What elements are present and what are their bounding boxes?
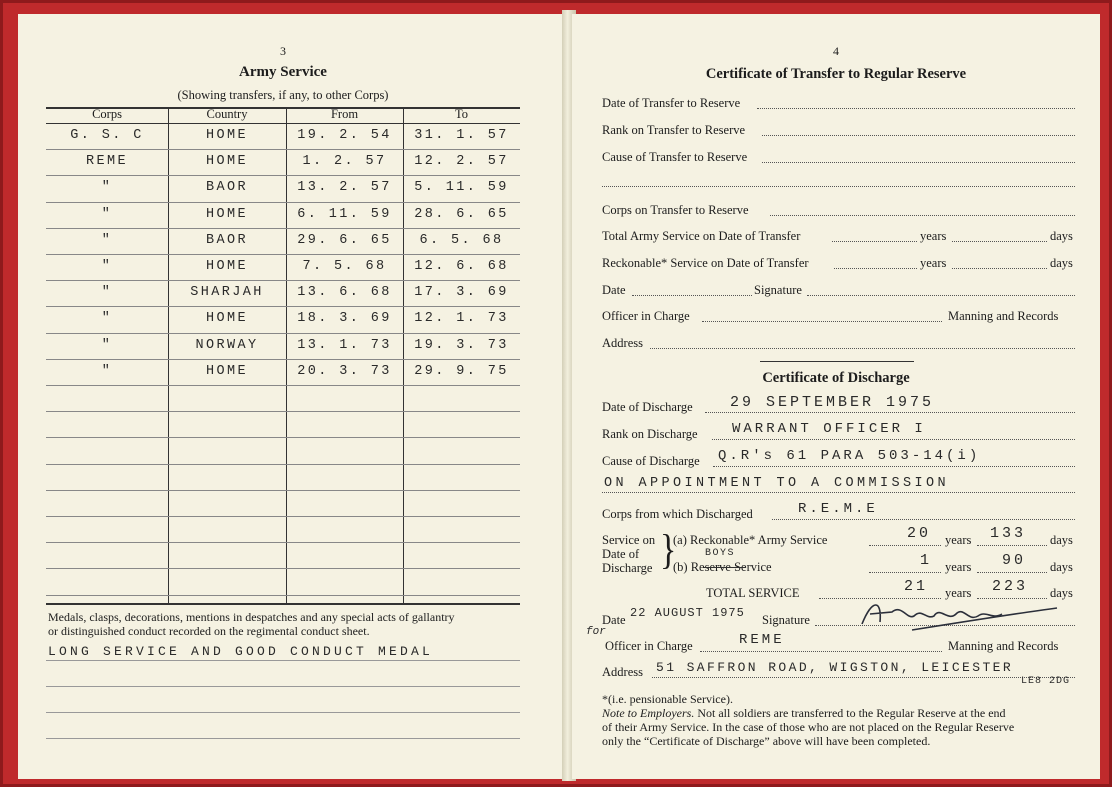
table-row: [46, 490, 520, 516]
total-years-value: 21: [904, 578, 929, 595]
table-row: [46, 228, 520, 254]
days-label: days: [1050, 586, 1073, 600]
table-cell-from: 29. 6. 65: [297, 232, 392, 248]
reserve-years-line: [869, 572, 941, 573]
reckonable-years-value: 20: [907, 525, 932, 542]
reserve-days-value: 90: [1002, 552, 1027, 569]
cause-of-transfer-line-2: [602, 186, 1075, 187]
discharge-address-line: [652, 677, 1075, 678]
medals-line: [46, 660, 520, 661]
reckonable-days-line: [977, 545, 1047, 546]
note-to-employers-text: Not all soldiers are transferred to the Regular Reserve at the end: [694, 706, 1006, 720]
table-row: [46, 202, 520, 228]
signature-label: Signature: [754, 283, 802, 297]
medals-entry: LONG SERVICE AND GOOD CONDUCT MEDAL: [48, 644, 434, 659]
table-cell-corps: G. S. C: [70, 128, 144, 143]
table-cell-corps: ": [101, 259, 113, 274]
cause-of-discharge-value: Q.R's 61 PARA 503-14(i): [718, 448, 981, 464]
rank-on-discharge-line: [712, 439, 1075, 440]
table-cell-to: 17. 3. 69: [414, 285, 509, 301]
medals-line: [46, 686, 520, 687]
table-row: [46, 568, 520, 594]
table-cell-to: 19. 3. 73: [414, 337, 509, 353]
discharge-officer-value: REME: [739, 632, 785, 648]
table-row: [46, 411, 520, 437]
table-cell-corps: ": [101, 180, 113, 196]
table-cell-country: HOME: [205, 128, 248, 143]
date-of-discharge-label: Date of Discharge: [602, 400, 693, 414]
table-cell-country: HOME: [205, 311, 248, 327]
medals-line: [46, 738, 520, 739]
address-line: [650, 348, 1075, 349]
years-label: years: [920, 256, 947, 270]
years-label: years: [945, 533, 972, 547]
note-to-employers-heading: Note to Employers.: [602, 706, 695, 720]
total-service-days-line: [952, 241, 1047, 242]
note-to-employers-line-3: only the “Certificate of Discharge” above will have been completed.: [602, 734, 931, 748]
discharge-manning-records-label: Manning and Records: [948, 639, 1059, 653]
reckonable-days-line: [952, 268, 1047, 269]
date-of-label: Date of: [602, 547, 640, 561]
table-cell-to: 29. 9. 75: [414, 363, 509, 379]
page-title: Army Service: [239, 64, 327, 80]
column-header-corps: Corps: [92, 107, 122, 121]
cause-of-discharge-line-2: [602, 492, 1075, 493]
table-cell-to: 5. 11. 59: [414, 180, 509, 196]
table-row: [46, 516, 520, 542]
address-label: Address: [602, 336, 643, 350]
table-row: [46, 149, 520, 175]
total-days-value: 223: [992, 578, 1029, 595]
table-cell-from: 7. 5. 68: [302, 259, 387, 274]
rank-on-discharge-value: WARRANT OFFICER I: [732, 421, 926, 437]
years-label: years: [945, 560, 972, 574]
discharge-officer-line: [700, 651, 942, 652]
column-header-to: To: [454, 107, 468, 121]
corps-on-transfer-line: [770, 215, 1075, 216]
reserve-service-label: (b) Reserve Service: [673, 560, 772, 574]
table-cell-from: 13. 1. 73: [297, 337, 392, 353]
discharge-date-value: 22 AUGUST 1975: [630, 606, 745, 620]
reserve-days-line: [977, 572, 1047, 573]
date-of-transfer-label: Date of Transfer to Reserve: [602, 96, 741, 110]
table-row: [46, 464, 520, 490]
table-row: [46, 385, 520, 411]
table-cell-corps: REME: [85, 154, 128, 170]
discharge-postcode-value: LE8 2DG: [1021, 676, 1071, 687]
table-cell-to: 31. 1. 57: [414, 128, 509, 143]
service-on-label: Service on: [602, 533, 656, 547]
table-cell-corps: ": [101, 285, 113, 301]
rank-on-transfer-label: Rank on Transfer to Reserve: [602, 123, 746, 137]
manning-records-label: Manning and Records: [948, 309, 1059, 323]
table-row: [46, 359, 520, 385]
reckonable-years-line: [834, 268, 917, 269]
page-subtitle: (Showing transfers, if any, to other Corps): [177, 88, 389, 102]
date-of-discharge-value: 29 SEPTEMBER 1975: [730, 394, 935, 411]
discharge-officer-label: Officer in Charge: [605, 639, 693, 653]
corps-discharged-line: [772, 519, 1075, 520]
brace-icon: }: [660, 527, 677, 574]
table-row: [46, 437, 520, 463]
handwritten-signature: [852, 594, 1062, 636]
discharge-date-label: Date: [602, 613, 626, 627]
table-cell-country: HOME: [205, 206, 248, 222]
table-row: [46, 306, 520, 332]
cause-of-transfer-line: [762, 162, 1075, 163]
date-of-discharge-line: [705, 412, 1075, 413]
table-row: [46, 542, 520, 568]
rank-on-transfer-line: [762, 135, 1075, 136]
transfer-certificate-title: Certificate of Transfer to Regular Reserve: [705, 66, 967, 82]
table-row: [46, 280, 520, 306]
table-cell-corps: ": [101, 206, 113, 222]
cause-of-discharge-line: [713, 466, 1075, 467]
table-cell-corps: ": [101, 232, 113, 248]
discharge-signature-label: Signature: [762, 613, 810, 627]
table-cell-to: 28. 6. 65: [414, 206, 509, 222]
signature-line: [807, 295, 1075, 296]
boys-annotation: BOYS: [705, 548, 736, 559]
date-line: [632, 295, 752, 296]
army-service-table: [46, 107, 520, 603]
table-cell-from: 1. 2. 57: [302, 154, 387, 170]
table-cell-country: BAOR: [205, 180, 248, 196]
cause-of-transfer-label: Cause of Transfer to Reserve: [602, 150, 748, 164]
page-army-service: [18, 14, 566, 779]
table-cell-to: 12. 2. 57: [414, 154, 509, 170]
reckonable-service-label: Reckonable* Service on Date of Transfer: [602, 256, 809, 270]
discharge-label: Discharge: [602, 561, 653, 575]
table-cell-to: 12. 1. 73: [414, 311, 509, 327]
medals-instructions-1: Medals, clasps, decorations, mentions in despatches and any special acts of gallantry: [48, 610, 455, 624]
years-label: years: [945, 586, 972, 600]
table-cell-country: HOME: [205, 259, 248, 274]
table-row: [46, 254, 520, 280]
table-cell-country: BAOR: [205, 232, 248, 248]
table-row: [46, 175, 520, 201]
table-cell-to: 6. 5. 68: [419, 232, 504, 248]
years-label: years: [920, 229, 947, 243]
total-army-service-label: Total Army Service on Date of Transfer: [602, 229, 801, 243]
table-cell-country: HOME: [205, 363, 248, 379]
section-divider: [760, 361, 914, 362]
note-to-employers-line-2: of their Army Service. In the case of those who are not placed on the Regular Reserve: [602, 720, 1015, 734]
table-cell-corps: ": [101, 363, 113, 379]
date-label: Date: [602, 283, 626, 297]
corps-discharged-label: Corps from which Discharged: [602, 507, 753, 521]
note-to-employers-line-1: [602, 706, 1006, 721]
table-cell-from: 13. 2. 57: [297, 180, 392, 196]
medals-line: [46, 712, 520, 713]
days-label: days: [1050, 533, 1073, 547]
table-cell-from: 19. 2. 54: [297, 128, 392, 143]
table-row: [46, 333, 520, 359]
discharge-address-label: Address: [602, 665, 643, 679]
page-certificates: [572, 14, 1100, 779]
discharge-address-value: 51 SAFFRON ROAD, WIGSTON, LEICESTER: [656, 660, 1014, 675]
total-service-years-line: [832, 241, 917, 242]
table-cell-corps: ": [101, 311, 113, 327]
table-cell-from: 20. 3. 73: [297, 363, 392, 379]
medals-instructions-2: or distinguished conduct recorded on the regimental conduct sheet.: [48, 624, 370, 638]
days-label: days: [1050, 560, 1073, 574]
days-label: days: [1050, 256, 1073, 270]
footnote: *(i.e. pensionable Service).: [602, 692, 733, 706]
corps-on-transfer-label: Corps on Transfer to Reserve: [602, 203, 749, 217]
reserve-strikethrough: [704, 567, 746, 568]
corps-discharged-value: R.E.M.E: [798, 501, 878, 517]
table-cell-country: NORWAY: [195, 337, 259, 353]
reckonable-years-line: [869, 545, 941, 546]
table-cell-country: HOME: [205, 154, 248, 170]
officer-in-charge-label: Officer in Charge: [602, 309, 690, 323]
page-number: 4: [833, 44, 839, 58]
table-bottom-rule: [46, 603, 520, 605]
table-cell-country: SHARJAH: [190, 285, 264, 301]
date-of-transfer-line: [757, 108, 1075, 109]
table-row: [46, 123, 520, 149]
column-header-country: Country: [206, 107, 248, 121]
reckonable-days-value: 133: [990, 525, 1027, 542]
column-header-from: From: [330, 107, 359, 121]
table-cell-corps: ": [101, 337, 113, 353]
reckonable-army-service-label: (a) Reckonable* Army Service: [673, 533, 828, 547]
row-rule: [46, 595, 520, 596]
reserve-years-value: 1: [920, 552, 933, 569]
cause-of-discharge-value-2: ON APPOINTMENT TO A COMMISSION: [604, 476, 950, 491]
page-number: 3: [280, 44, 286, 58]
officer-line: [702, 321, 942, 322]
table-cell-from: 18. 3. 69: [297, 311, 392, 327]
discharge-certificate-title: Certificate of Discharge: [762, 370, 910, 386]
table-cell-to: 12. 6. 68: [414, 259, 509, 274]
table-cell-from: 13. 6. 68: [297, 285, 392, 301]
total-service-label: TOTAL SERVICE: [706, 586, 800, 600]
table-cell-from: 6. 11. 59: [297, 206, 392, 222]
for-prefix: for: [586, 626, 606, 638]
cause-of-discharge-label: Cause of Discharge: [602, 454, 700, 468]
rank-on-discharge-label: Rank on Discharge: [602, 427, 698, 441]
days-label: days: [1050, 229, 1073, 243]
